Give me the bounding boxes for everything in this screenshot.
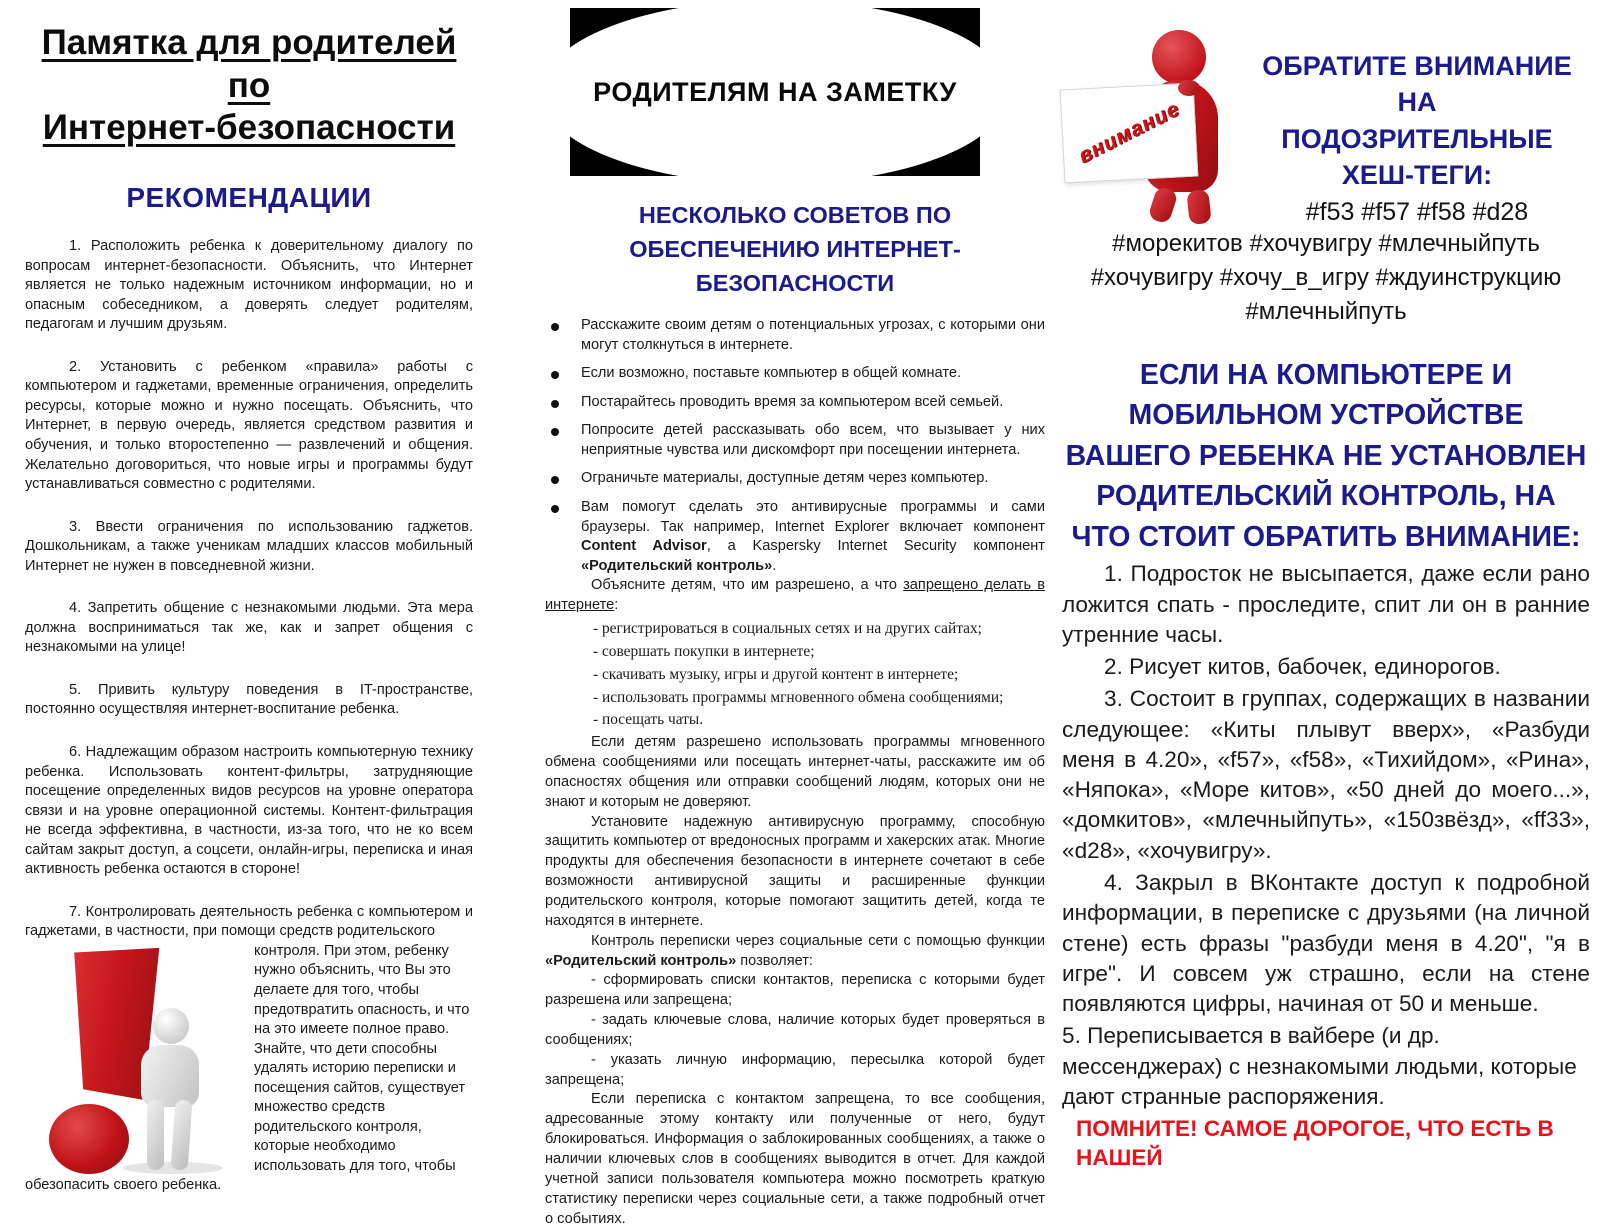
no-parental-control-heading [1062, 355, 1590, 557]
forbidden-actions-list [593, 618, 1045, 731]
tips-heading-line-1: НЕСКОЛЬКО СОВЕТОВ ПО [638, 202, 952, 228]
list-item: - посещать чаты. [593, 711, 704, 729]
heading-line: ХЕШ-ТЕГИ: [1341, 160, 1493, 191]
list-item: - использовать программы мгновенного обмена сообщениями; [593, 688, 1004, 706]
warning-sign-item-3: 3. Состоит в группах, содержащих в названии следующее: «Киты плывут вверх», «Разбуди меня в 4.20», «f57», «f58», «Тихийдом», «Рина», «Няпока», «Море китов», «50 дней до моего...», «домкитов», «млечныйпуть», «150звёзд», «ff33», «d28», «хочувигру». [1062, 686, 1590, 863]
heading-line: ВАШЕГО РЕБЕНКА НЕ УСТАНОВЛЕН [1065, 439, 1587, 472]
bullet-text: Если возможно, поставьте компьютер в общей комнате. [581, 365, 962, 382]
bullet-text-rich [581, 498, 1045, 576]
warning-sign-item-1: 1. Подросток не высыпается, даже если рано ложится спать - проследите, спит ли он в ранние утренние часы. [1062, 561, 1590, 647]
warning-sign-item-5: 5. Переписывается в вайбере (и др. мессенджерах) с незнакомыми людьми, которые дают странные распоряжения. [1062, 1023, 1577, 1109]
content-advisor-bold: Content Advisor [581, 538, 707, 555]
list-item: - совершать покупки в интернете; [593, 642, 815, 660]
list-item [545, 364, 1045, 384]
bullet-icon [551, 476, 559, 484]
recommendation-paragraph-5: 5. Привить культуру поведения в IT-пространстве, постоянно осуществляя интернет-воспитание ребенка. [25, 681, 473, 718]
attention-sign [1060, 83, 1199, 184]
exclamation-dot-shape [49, 1104, 129, 1174]
figure-leg [147, 1100, 164, 1170]
heading-line: ЧТО СТОИТ ОБРАТИТЬ ВНИМАНИЕ: [1071, 520, 1581, 553]
text-run: Объясните детям, что им разрешено, а что [591, 577, 904, 594]
exclamation-mark-figure-image [33, 948, 238, 1176]
tips-heading [545, 198, 1045, 300]
recommendations-heading: РЕКОМЕНДАЦИИ [126, 182, 372, 214]
text-run: , а Kaspersky Internet Security компонент [706, 538, 1045, 555]
recommendation-paragraph-7 [25, 903, 473, 1196]
page-title-line-2: Интернет-безопасности [42, 108, 456, 148]
hashtags-line: #млечныйпуть [1245, 297, 1407, 325]
warning-sign-item-4: 4. Закрыл в ВКонтакте доступ к подробной информации, в переписке с друзьями (на личной стене) есть фразы "разбуди меня в 4.20", "я в игре". И совсем уж страшно, если на стене появляются цифры, начиная от 50 и меньше. [1062, 869, 1590, 1017]
messengers-paragraph: Если детям разрешено использовать программы мгновенного обмена сообщениями или посещать интернет-чаты, расскажите им об опасностях общения или отправки сообщений людям, которых они не знают и которым не доверяют. [545, 734, 1045, 810]
hashtags-line: #хочувигру #хочу_в_игру #ждуинструкцию [1090, 263, 1562, 291]
tips-bullet-list [545, 316, 1045, 576]
list-item: - скачивать музыку, игры и другой контент в интернете; [593, 665, 959, 683]
blocked-messages-paragraph: Если переписка с контактом запрещена, то все сообщения, адресованные этому контакту или полученные от него, будут блокироваться. Информация о заблокированных сообщениях, а также о наличии ключевых слов в сообщениях выводится в отчет. Для каждой учетной записи пользователя компьютера можно посмотреть краткую статистику переписки через социальные сети, а также подробный отчет о событиях. [545, 1091, 1045, 1227]
parents-note-banner [570, 8, 980, 176]
list-item [545, 498, 1045, 576]
warning-sign-item-2: 2. Рисует китов, бабочек, единорогов. [1104, 654, 1501, 680]
figure-torso [141, 1045, 199, 1107]
list-item [545, 316, 1045, 355]
text-run: . [772, 557, 777, 574]
hashtags-short-line: #f53 #f57 #f58 #d28 [1305, 197, 1529, 226]
bullet-text: Попросите детей рассказывать обо всем, что вызывает у них неприятные чувства или дискомфорт при посещении интернета. [581, 422, 1045, 458]
remember-warning-text: ПОМНИТЕ! САМОЕ ДОРОГОЕ, ЧТО ЕСТЬ В НАШЕЙ [1076, 1116, 1554, 1171]
recommendation-paragraph-6: 6. Надлежащим образом настроить компьютерную технику ребенка. Использовать контент-фильтры, затрудняющие посещение определенных видов ресурсов на уровне оператора связи и на уровне операционной системы. Контент-фильтрация не всегда эффективна, в частности, из-за того, что не ко всем сайтам закрыт доступ, а соцсети, онлайн-игры, переписка и иная активность ребенка остаются в стороне! [25, 744, 473, 878]
text-run: позволяет: [736, 952, 813, 969]
figure-head [1152, 30, 1206, 84]
heading-line: МОБИЛЬНОМ УСТРОЙСТВЕ [1128, 399, 1524, 432]
attention-sign-text: внимание [1074, 97, 1184, 168]
banner-title: РОДИТЕЛЯМ НА ЗАМЕТКУ [593, 76, 957, 107]
attention-header-block [1062, 30, 1590, 227]
page-title-line-1: Памятка для родителей по [41, 23, 457, 105]
allows-item: - задать ключевые слова, наличие которых будет проверяться в сообщениях; [545, 1012, 1045, 1048]
attention-figure-image [1062, 30, 1244, 226]
allows-item: - сформировать списки контактов, переписка с которыми будет разрешена или запрещена; [545, 972, 1045, 1009]
bullet-text: Постарайтесь проводить время за компьютером всей семьей. [581, 393, 1004, 410]
forbidden-underlined-text: запрещено делать в интернете [545, 577, 1045, 614]
allows-item: - указать личную информацию, пересылка которой будет запрещена; [545, 1051, 1045, 1088]
heading-line: НА [1397, 87, 1437, 118]
explain-paragraph [545, 576, 1045, 616]
heading-line: ЕСЛИ НА КОМПЬЮТЕРЕ И [1139, 358, 1513, 391]
recommendation-paragraph-3: 3. Ввести ограничения по использованию гаджетов. Дошкольникам, а также ученикам младших классов мобильный Интернет не нужен в повседневной жизни. [25, 518, 473, 574]
right-column [1062, 30, 1590, 1173]
list-item [545, 393, 1045, 413]
middle-column [545, 8, 1045, 1229]
control-paragraph [545, 932, 1045, 972]
figure-leg [171, 1099, 193, 1170]
bullet-text: Расскажите своим детям о потенциальных угрозах, с которыми они могут столкнуться в интернете. [581, 317, 1045, 353]
figure-leg [1147, 185, 1178, 224]
page-title [25, 22, 473, 150]
paragraph-7-body [25, 942, 473, 1196]
heading-line: ПОДОЗРИТЕЛЬНЫЕ [1281, 123, 1553, 154]
list-item: - регистрироваться в социальных сетях и на других сайтах; [593, 619, 982, 637]
text-run: : [614, 597, 619, 614]
bullet-icon [551, 323, 559, 331]
parental-control-bold: «Родительский контроль» [581, 557, 773, 574]
heading-line: ОБРАТИТЕ ВНИМАНИЕ [1262, 51, 1572, 81]
heading-line: РОДИТЕЛЬСКИЙ КОНТРОЛЬ, НА [1096, 480, 1556, 513]
text-run: Вам помогут сделать это антивирусные программы и сами браузеры. Так например, Internet Explorer включает компонент [581, 499, 1045, 535]
figure-hand [1178, 80, 1200, 96]
tips-heading-line-2: ОБЕСПЕЧЕНИЮ ИНТЕРНЕТ- [629, 236, 961, 263]
bullet-icon [551, 400, 559, 408]
paragraph-7-wrapped-text: контроля. При этом, ребенку нужно объяснить, что Вы это делаете для того, чтобы предотвратить опасность, и что на это имеете полное право. Знайте, что дети способны удалять историю переписки и посещения сайтов, существует множество средств родительского контроля, которые необходимо использовать для того, чтобы обезопасить своего ребенка. [25, 942, 470, 1194]
recommendation-paragraph-1: 1. Расположить ребенка к доверительному диалогу по вопросам интернет-безопасности. Объяснить, что Интернет является не только надежным источником информации, но и опасным собеседником, а доверять следует родителям, педагогам и лучшим друзьям. [25, 238, 473, 333]
list-item [545, 421, 1045, 460]
left-column [25, 22, 473, 1196]
hashtags-line: #морекитов #хочувигру #млечныйпуть [1112, 229, 1540, 257]
hashtags-warning-heading [1244, 48, 1590, 227]
bullet-icon [551, 428, 559, 436]
antivirus-paragraph: Установите надежную антивирусную программу, способную защитить компьютер от вредоносных программ и хакерских атак. Многие продукты для обеспечения безопасности в интернете сочетают в себе возможности антивирусной защиты и расширенные функции родительского контроля, которые помогают защитить детей, когда те находятся в интернете. [545, 813, 1045, 929]
bullet-text: Ограничьте материалы, доступные детям через компьютер. [581, 470, 989, 487]
bullet-icon [551, 371, 559, 379]
figure-leg [1186, 189, 1211, 225]
figure-head [153, 1008, 189, 1044]
bullet-icon [551, 505, 559, 513]
list-item [545, 469, 1045, 489]
tips-heading-line-3: БЕЗОПАСНОСТИ [695, 270, 895, 297]
paragraph-7-intro: 7. Контролировать деятельность ребенка с компьютером и гаджетами, в частности, при помощи средств родительского [25, 903, 473, 940]
recommendation-paragraph-4: 4. Запретить общение с незнакомыми людьми. Эта мера должна восприниматься так же, как и запрет общения с незнакомыми на улице! [25, 600, 473, 656]
parental-control-bold: «Родительский контроль» [545, 952, 737, 969]
recommendation-paragraph-2: 2. Установить с ребенком «правила» работы с компьютером и гаджетами, временные ограничения, определить ресурсы, которые можно и нужно посещать. Объяснить, что Интернет, в первую очередь, является средством развития и обучения, и только второстепенно — развлечений и общения. Желательно договориться, что новые игры и программы будут устанавливаться совместно с родителями. [25, 358, 473, 493]
text-run: Контроль переписки через социальные сети с помощью функции [591, 932, 1045, 949]
